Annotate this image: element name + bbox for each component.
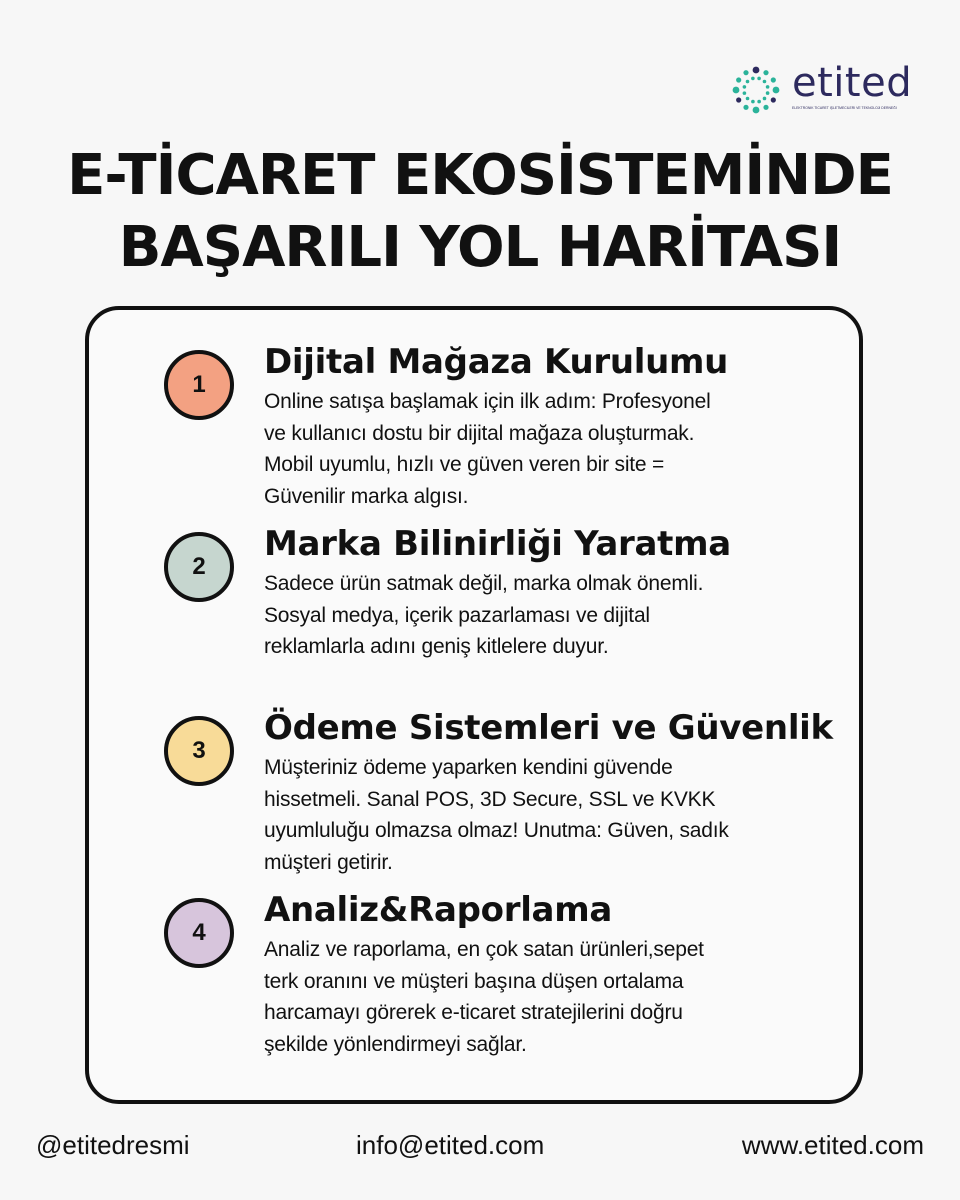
step-title: Analiz&Raporlama (264, 890, 612, 930)
brand-subtitle: ELEKTRONİK TİCARET İŞLETMECİLERİ VE TEKNOLOJİ DERNEĞİ (792, 106, 897, 110)
step-description (264, 386, 844, 512)
step-description-line: Analiz ve raporlama, en çok satan ürünleri,sepet (264, 938, 704, 961)
step-description-line: ve kullanıcı dostu bir dijital mağaza oluşturmak. (264, 421, 695, 445)
footer-email-link[interactable]: info@etited.com (356, 1130, 545, 1160)
step-description-line: uyumluluğu olmazsa olmaz! Unutma: Güven, sadık (264, 819, 729, 842)
title-line-1: E-TİCARET EKOSİSTEMİNDE (67, 143, 893, 208)
step-number-badge: 4 (164, 898, 234, 968)
page-title (0, 140, 960, 284)
step-description-line: müşteri getirir. (264, 850, 393, 874)
roadmap-card (85, 306, 863, 1104)
step-description (264, 568, 844, 663)
step-description-line: Güvenilir marka algısı. (264, 484, 469, 508)
step-description-line: Sosyal medya, içerik pazarlaması ve dijital (264, 603, 650, 627)
step-description-line: terk oranını ve müşteri başına düşen ortalama (264, 969, 684, 993)
footer-social-handle[interactable]: @etitedresmi (36, 1130, 190, 1160)
title-line-2: BAŞARILI YOL HARİTASI (118, 215, 842, 280)
brand-name: etited (792, 60, 913, 106)
step-description-line: Online satışa başlamak için ilk adım: Profesyonel (264, 390, 711, 413)
step-description (264, 752, 844, 878)
step-description-line: hissetmeli. Sanal POS, 3D Secure, SSL ve KVKK (264, 787, 716, 811)
logo-mark-icon (726, 60, 786, 120)
step-description (264, 934, 844, 1060)
footer-website-link[interactable]: www.etited.com (741, 1130, 924, 1160)
step-description-line: Sadece ürün satmak değil, marka olmak önemli. (264, 572, 704, 595)
step-description-line: Müşteriniz ödeme yaparken kendini güvende (264, 756, 673, 779)
step-title: Dijital Mağaza Kurulumu (264, 342, 729, 382)
step-number-badge: 3 (164, 716, 234, 786)
step-description-line: şekilde yönlendirmeyi sağlar. (264, 1032, 527, 1056)
brand-logo (726, 58, 916, 122)
step-description-line: Mobil uyumlu, hızlı ve güven veren bir site = (264, 453, 665, 476)
step-title: Ödeme Sistemleri ve Güvenlik (264, 708, 833, 748)
step-number-badge: 2 (164, 532, 234, 602)
step-number-badge: 1 (164, 350, 234, 420)
step-description-line: harcamayı görerek e-ticaret stratejilerini doğru (264, 1001, 683, 1024)
step-title: Marka Bilinirliği Yaratma (264, 524, 731, 564)
step-description-line: reklamlarla adını geniş kitlelere duyur. (264, 635, 609, 658)
